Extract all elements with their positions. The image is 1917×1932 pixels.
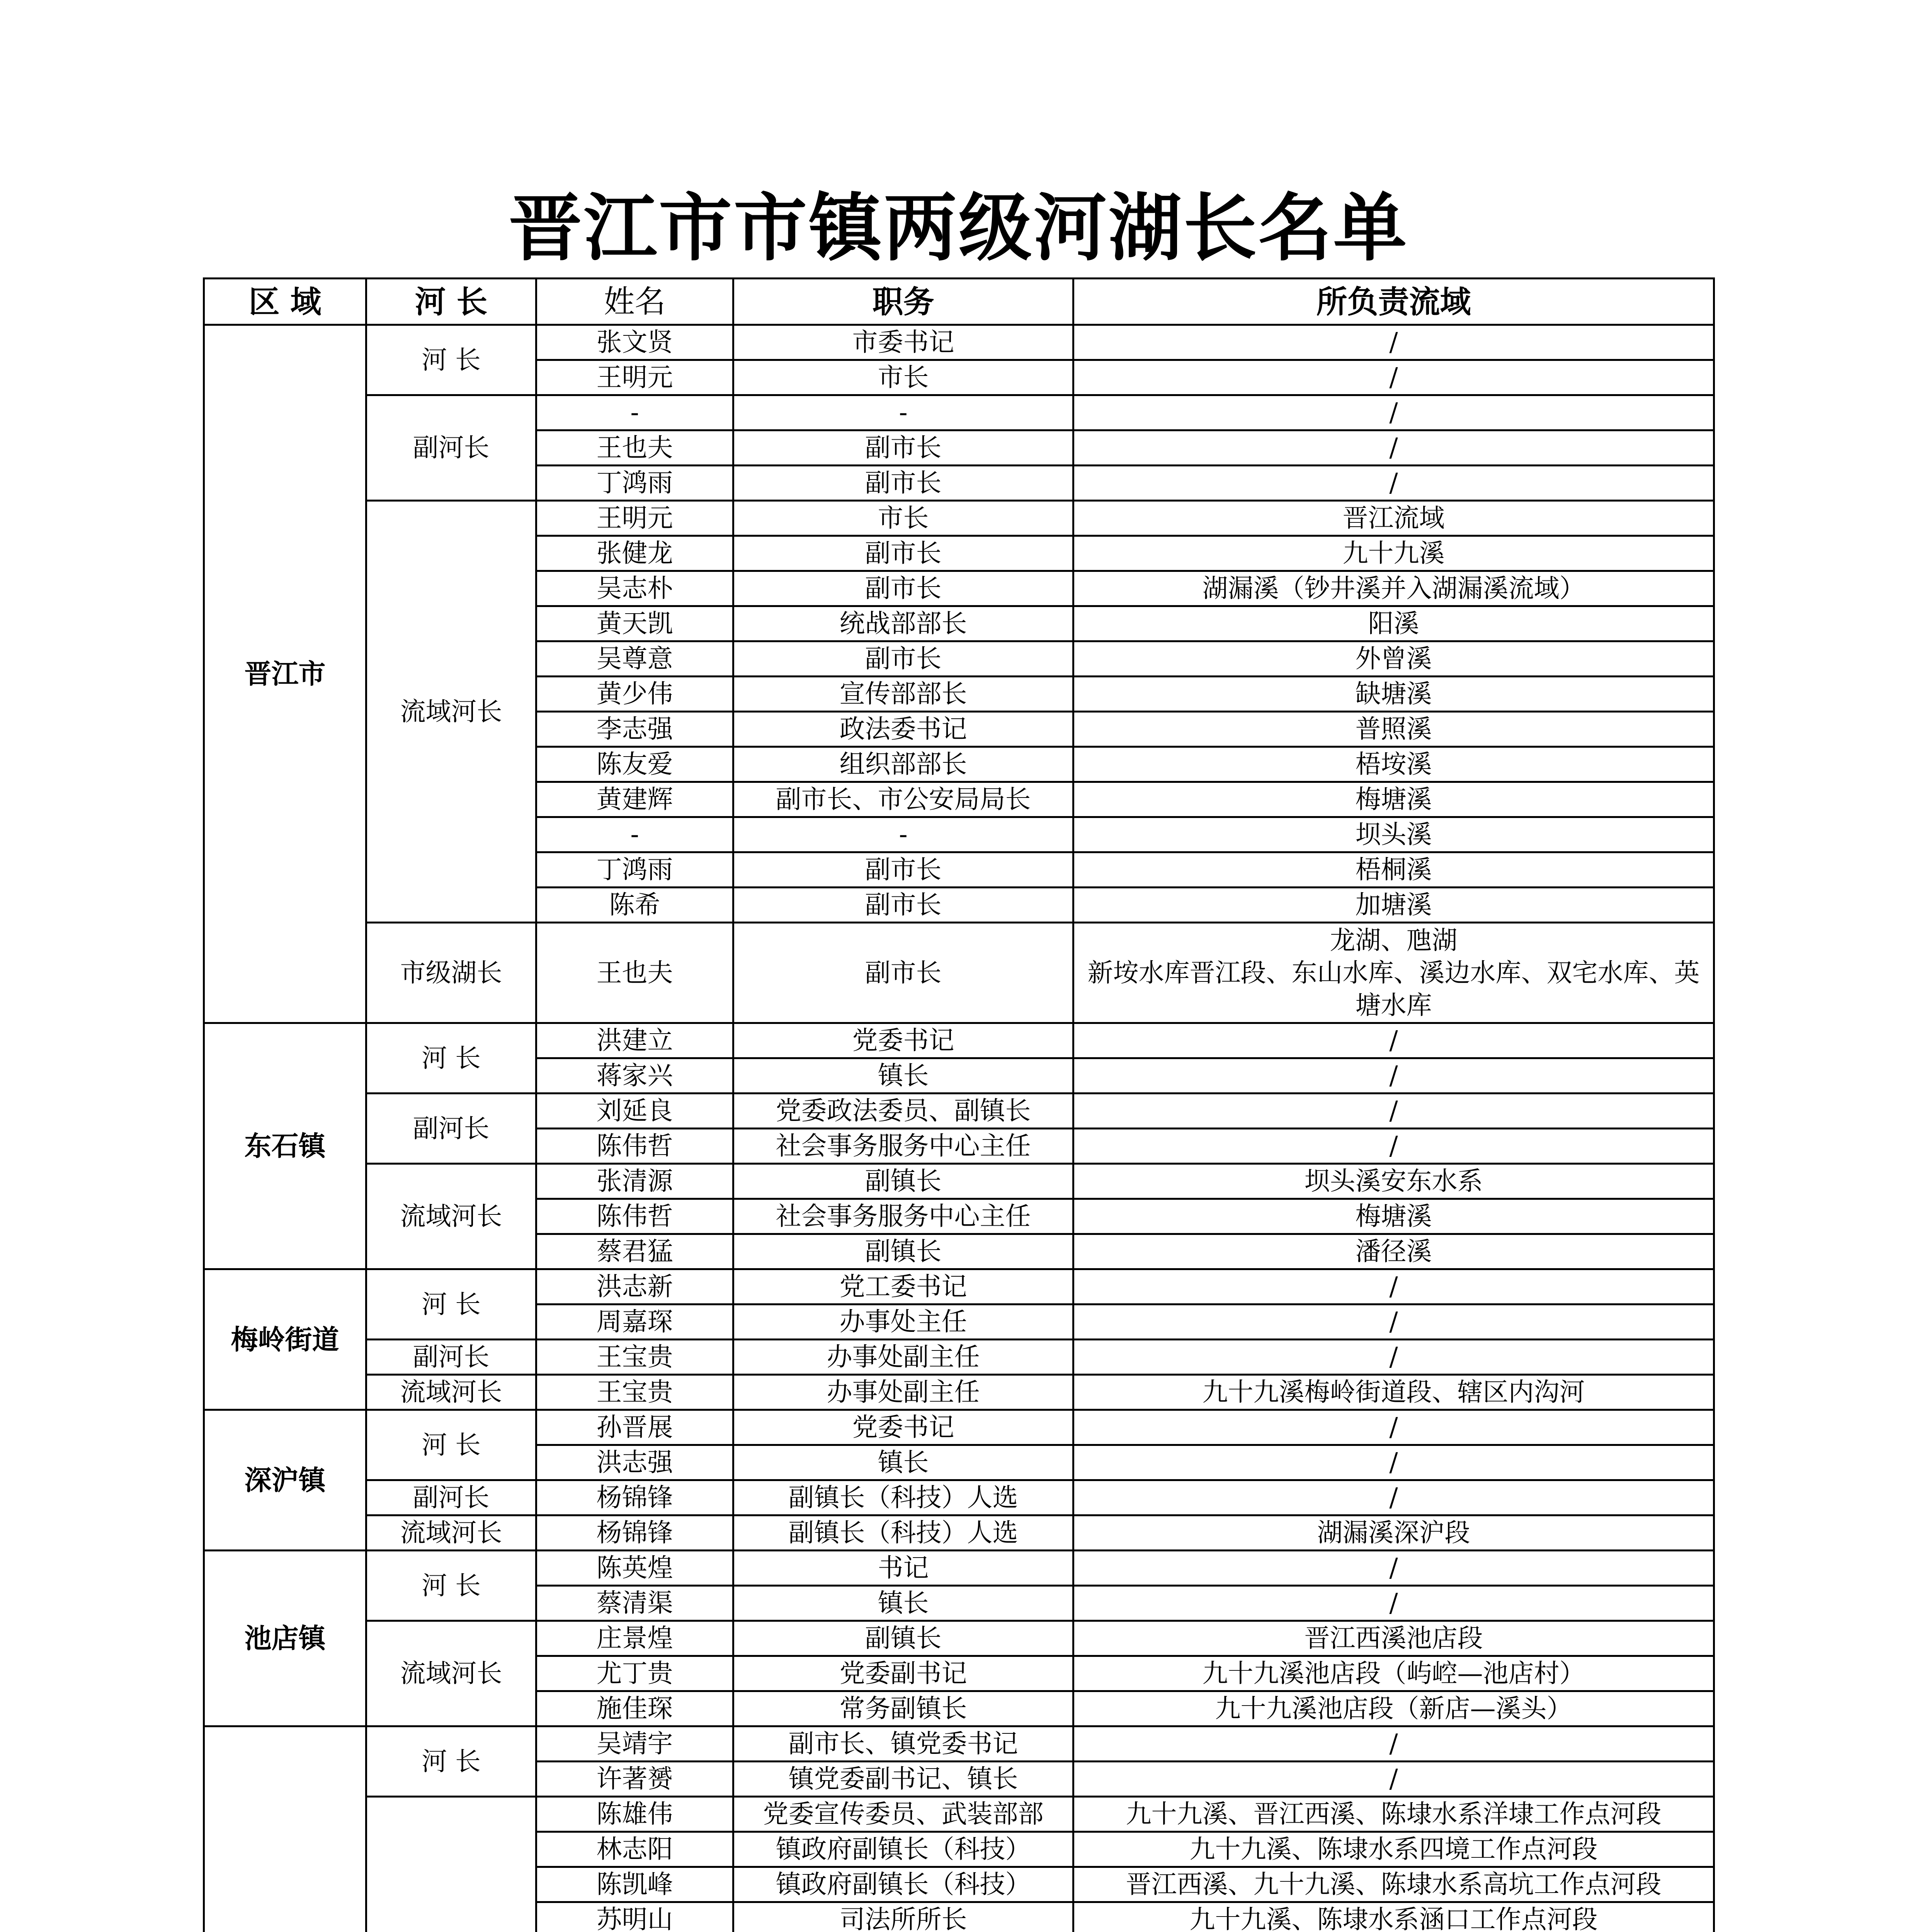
position-cell: 市委书记 bbox=[733, 325, 1073, 360]
table-row bbox=[204, 1094, 1714, 1129]
role-cell bbox=[366, 1797, 536, 1932]
area-cell: / bbox=[1073, 325, 1714, 360]
position-cell: 镇政府副镇长（科技） bbox=[733, 1832, 1073, 1867]
area-cell: 潘径溪 bbox=[1073, 1234, 1714, 1269]
table-row bbox=[204, 1340, 1714, 1375]
name-cell: 许著赟 bbox=[536, 1762, 733, 1797]
name-cell: 丁鸿雨 bbox=[536, 466, 733, 501]
position-cell: 党工委书记 bbox=[733, 1269, 1073, 1304]
table-row bbox=[204, 1480, 1714, 1515]
area-cell: 普照溪 bbox=[1073, 712, 1714, 747]
name-cell: 庄景煌 bbox=[536, 1621, 733, 1656]
position-cell: 党委政法委员、副镇长 bbox=[733, 1094, 1073, 1129]
name-cell: 王宝贵 bbox=[536, 1340, 733, 1375]
position-cell: 副镇长 bbox=[733, 1164, 1073, 1199]
position-cell: 组织部部长 bbox=[733, 747, 1073, 782]
position-cell: 党委宣传委员、武装部部 bbox=[733, 1797, 1073, 1832]
position-cell: 镇党委副书记、镇长 bbox=[733, 1762, 1073, 1797]
name-cell: 黄少伟 bbox=[536, 677, 733, 712]
position-cell: 司法所所长 bbox=[733, 1902, 1073, 1932]
position-cell: 副镇长（科技）人选 bbox=[733, 1480, 1073, 1515]
area-cell: / bbox=[1073, 1304, 1714, 1340]
area-cell: 晋江西溪、九十九溪、陈埭水系高坑工作点河段 bbox=[1073, 1867, 1714, 1902]
region-cell: 晋江市 bbox=[204, 325, 366, 1023]
table-row bbox=[204, 325, 1714, 360]
area-cell: / bbox=[1073, 395, 1714, 430]
name-cell: 洪建立 bbox=[536, 1023, 733, 1058]
position-cell: 副市长、市公安局局长 bbox=[733, 782, 1073, 817]
role-cell: 河 长 bbox=[366, 1726, 536, 1797]
role-cell: 流域河长 bbox=[366, 501, 536, 923]
role-cell: 河 长 bbox=[366, 1023, 536, 1094]
name-cell: 苏明山 bbox=[536, 1902, 733, 1932]
position-cell: - bbox=[733, 817, 1073, 852]
name-cell: 洪志新 bbox=[536, 1269, 733, 1304]
role-cell: 河 长 bbox=[366, 1269, 536, 1340]
role-cell: 河 长 bbox=[366, 1551, 536, 1621]
area-cell: 晋江西溪池店段 bbox=[1073, 1621, 1714, 1656]
position-cell: 副市长 bbox=[733, 536, 1073, 571]
area-cell: 九十九溪、陈埭水系四境工作点河段 bbox=[1073, 1832, 1714, 1867]
name-cell: - bbox=[536, 817, 733, 852]
role-cell: 副河长 bbox=[366, 1094, 536, 1164]
table-row bbox=[204, 1726, 1714, 1762]
area-cell: / bbox=[1073, 1445, 1714, 1480]
header-row bbox=[204, 279, 1714, 325]
area-cell: 九十九溪、陈埭水系涵口工作点河段 bbox=[1073, 1902, 1714, 1932]
position-cell: 社会事务服务中心主任 bbox=[733, 1199, 1073, 1234]
area-cell: / bbox=[1073, 360, 1714, 395]
area-cell: / bbox=[1073, 1269, 1714, 1304]
area-cell: 阳溪 bbox=[1073, 606, 1714, 641]
role-cell: 市级湖长 bbox=[366, 923, 536, 1023]
position-cell: 副市长 bbox=[733, 923, 1073, 1023]
region-cell bbox=[204, 1726, 366, 1932]
region-cell: 东石镇 bbox=[204, 1023, 366, 1269]
name-cell: 孙晋展 bbox=[536, 1410, 733, 1445]
area-cell: / bbox=[1073, 1551, 1714, 1586]
name-cell: 杨锦锋 bbox=[536, 1515, 733, 1551]
area-cell: / bbox=[1073, 466, 1714, 501]
region-cell: 深沪镇 bbox=[204, 1410, 366, 1551]
table-row bbox=[204, 923, 1714, 1023]
position-cell: 党委书记 bbox=[733, 1410, 1073, 1445]
table-row bbox=[204, 1797, 1714, 1832]
name-cell: 王也夫 bbox=[536, 923, 733, 1023]
area-cell: / bbox=[1073, 1058, 1714, 1094]
name-cell: 周嘉琛 bbox=[536, 1304, 733, 1340]
position-cell: 党委书记 bbox=[733, 1023, 1073, 1058]
area-cell: 九十九溪 bbox=[1073, 536, 1714, 571]
area-cell: 九十九溪池店段（屿崆—池店村） bbox=[1073, 1656, 1714, 1691]
position-cell: 统战部部长 bbox=[733, 606, 1073, 641]
position-cell: 镇长 bbox=[733, 1445, 1073, 1480]
name-cell: - bbox=[536, 395, 733, 430]
table-row bbox=[204, 1023, 1714, 1058]
area-cell: / bbox=[1073, 1340, 1714, 1375]
table-row bbox=[204, 1621, 1714, 1656]
role-cell: 流域河长 bbox=[366, 1515, 536, 1551]
position-cell: 社会事务服务中心主任 bbox=[733, 1129, 1073, 1164]
table-row bbox=[204, 1375, 1714, 1410]
name-cell: 施佳琛 bbox=[536, 1691, 733, 1726]
role-cell: 流域河长 bbox=[366, 1621, 536, 1726]
table-row bbox=[204, 1269, 1714, 1304]
river-chief-table bbox=[203, 277, 1715, 1932]
area-cell: 梧桐溪 bbox=[1073, 852, 1714, 888]
position-cell: 镇长 bbox=[733, 1058, 1073, 1094]
name-cell: 吴志朴 bbox=[536, 571, 733, 606]
area-cell: 晋江流域 bbox=[1073, 501, 1714, 536]
position-cell: - bbox=[733, 395, 1073, 430]
name-cell: 李志强 bbox=[536, 712, 733, 747]
area-cell: 坝头溪安东水系 bbox=[1073, 1164, 1714, 1199]
role-cell: 副河长 bbox=[366, 1340, 536, 1375]
area-cell: 梅塘溪 bbox=[1073, 1199, 1714, 1234]
name-cell: 蔡清渠 bbox=[536, 1586, 733, 1621]
area-cell: 加塘溪 bbox=[1073, 888, 1714, 923]
position-cell: 副市长 bbox=[733, 888, 1073, 923]
role-cell: 河 长 bbox=[366, 1410, 536, 1480]
name-cell: 林志阳 bbox=[536, 1832, 733, 1867]
position-cell: 市长 bbox=[733, 360, 1073, 395]
role-cell: 河 长 bbox=[366, 325, 536, 395]
area-cell: 九十九溪池店段（新店—溪头） bbox=[1073, 1691, 1714, 1726]
area-cell: 九十九溪梅岭街道段、辖区内沟河 bbox=[1073, 1375, 1714, 1410]
name-cell: 黄天凯 bbox=[536, 606, 733, 641]
name-cell: 陈伟哲 bbox=[536, 1129, 733, 1164]
region-cell: 梅岭街道 bbox=[204, 1269, 366, 1410]
header-role: 河 长 bbox=[366, 279, 536, 325]
header-name: 姓名 bbox=[536, 279, 733, 325]
header-region: 区 域 bbox=[204, 279, 366, 325]
area-cell: 湖漏溪（钞井溪并入湖漏溪流域） bbox=[1073, 571, 1714, 606]
area-cell: 梅塘溪 bbox=[1073, 782, 1714, 817]
position-cell: 市长 bbox=[733, 501, 1073, 536]
area-cell: 梧垵溪 bbox=[1073, 747, 1714, 782]
position-cell: 副市长 bbox=[733, 852, 1073, 888]
position-cell: 政法委书记 bbox=[733, 712, 1073, 747]
area-cell: / bbox=[1073, 430, 1714, 466]
position-cell: 办事处主任 bbox=[733, 1304, 1073, 1340]
area-cell: / bbox=[1073, 1023, 1714, 1058]
position-cell: 办事处副主任 bbox=[733, 1375, 1073, 1410]
area-cell: 缺塘溪 bbox=[1073, 677, 1714, 712]
name-cell: 陈友爱 bbox=[536, 747, 733, 782]
name-cell: 陈希 bbox=[536, 888, 733, 923]
name-cell: 陈雄伟 bbox=[536, 1797, 733, 1832]
position-cell: 副市长、镇党委书记 bbox=[733, 1726, 1073, 1762]
document-title: 晋江市市镇两级河湖长名单 bbox=[509, 185, 1408, 271]
role-cell: 流域河长 bbox=[366, 1164, 536, 1269]
name-cell: 蔡君猛 bbox=[536, 1234, 733, 1269]
name-cell: 王宝贵 bbox=[536, 1375, 733, 1410]
role-cell: 副河长 bbox=[366, 395, 536, 501]
position-cell: 镇长 bbox=[733, 1586, 1073, 1621]
area-cell: 外曾溪 bbox=[1073, 641, 1714, 677]
position-cell: 常务副镇长 bbox=[733, 1691, 1073, 1726]
position-cell: 副镇长 bbox=[733, 1234, 1073, 1269]
area-cell: / bbox=[1073, 1129, 1714, 1164]
area-cell: / bbox=[1073, 1094, 1714, 1129]
table-body bbox=[204, 325, 1714, 1932]
name-cell: 黄建辉 bbox=[536, 782, 733, 817]
area-cell: / bbox=[1073, 1762, 1714, 1797]
role-cell: 流域河长 bbox=[366, 1375, 536, 1410]
area-line: 新垵水库晋江段、东山水库、溪边水库、双宅水库、英塘水库 bbox=[1087, 957, 1700, 1020]
area-cell: / bbox=[1073, 1410, 1714, 1445]
area-cell: 坝头溪 bbox=[1073, 817, 1714, 852]
position-cell: 副镇长 bbox=[733, 1621, 1073, 1656]
name-cell: 吴尊意 bbox=[536, 641, 733, 677]
name-cell: 张清源 bbox=[536, 1164, 733, 1199]
table-row bbox=[204, 1551, 1714, 1586]
area-cell: / bbox=[1073, 1586, 1714, 1621]
position-cell: 副镇长（科技）人选 bbox=[733, 1515, 1073, 1551]
position-cell: 宣传部部长 bbox=[733, 677, 1073, 712]
position-cell: 副市长 bbox=[733, 466, 1073, 501]
role-cell: 副河长 bbox=[366, 1480, 536, 1515]
name-cell: 王明元 bbox=[536, 360, 733, 395]
header-area: 所负责流域 bbox=[1073, 279, 1714, 325]
area-cell: 九十九溪、晋江西溪、陈埭水系洋埭工作点河段 bbox=[1073, 1797, 1714, 1832]
area-cell: 湖漏溪深沪段 bbox=[1073, 1515, 1714, 1551]
name-cell: 吴靖宇 bbox=[536, 1726, 733, 1762]
position-cell: 党委副书记 bbox=[733, 1656, 1073, 1691]
position-cell: 书记 bbox=[733, 1551, 1073, 1586]
name-cell: 王也夫 bbox=[536, 430, 733, 466]
position-cell: 镇政府副镇长（科技） bbox=[733, 1867, 1073, 1902]
name-cell: 蒋家兴 bbox=[536, 1058, 733, 1094]
name-cell: 洪志强 bbox=[536, 1445, 733, 1480]
area-cell: / bbox=[1073, 1726, 1714, 1762]
table-row bbox=[204, 395, 1714, 430]
position-cell: 办事处副主任 bbox=[733, 1340, 1073, 1375]
table-row bbox=[204, 501, 1714, 536]
name-cell: 张健龙 bbox=[536, 536, 733, 571]
header-position: 职务 bbox=[733, 279, 1073, 325]
position-cell: 副市长 bbox=[733, 641, 1073, 677]
name-cell: 杨锦锋 bbox=[536, 1480, 733, 1515]
name-cell: 丁鸿雨 bbox=[536, 852, 733, 888]
table-row bbox=[204, 1410, 1714, 1445]
name-cell: 张文贤 bbox=[536, 325, 733, 360]
name-cell: 陈凯峰 bbox=[536, 1867, 733, 1902]
area-line: 龙湖、虺湖 bbox=[1330, 925, 1458, 955]
name-cell: 刘延良 bbox=[536, 1094, 733, 1129]
name-cell: 陈英煌 bbox=[536, 1551, 733, 1586]
area-cell: / bbox=[1073, 1480, 1714, 1515]
area-cell bbox=[1073, 923, 1714, 1023]
position-cell: 副市长 bbox=[733, 430, 1073, 466]
table-row bbox=[204, 1515, 1714, 1551]
table-row bbox=[204, 1164, 1714, 1199]
position-cell: 副市长 bbox=[733, 571, 1073, 606]
name-cell: 尤丁贵 bbox=[536, 1656, 733, 1691]
region-cell: 池店镇 bbox=[204, 1551, 366, 1726]
name-cell: 王明元 bbox=[536, 501, 733, 536]
name-cell: 陈伟哲 bbox=[536, 1199, 733, 1234]
